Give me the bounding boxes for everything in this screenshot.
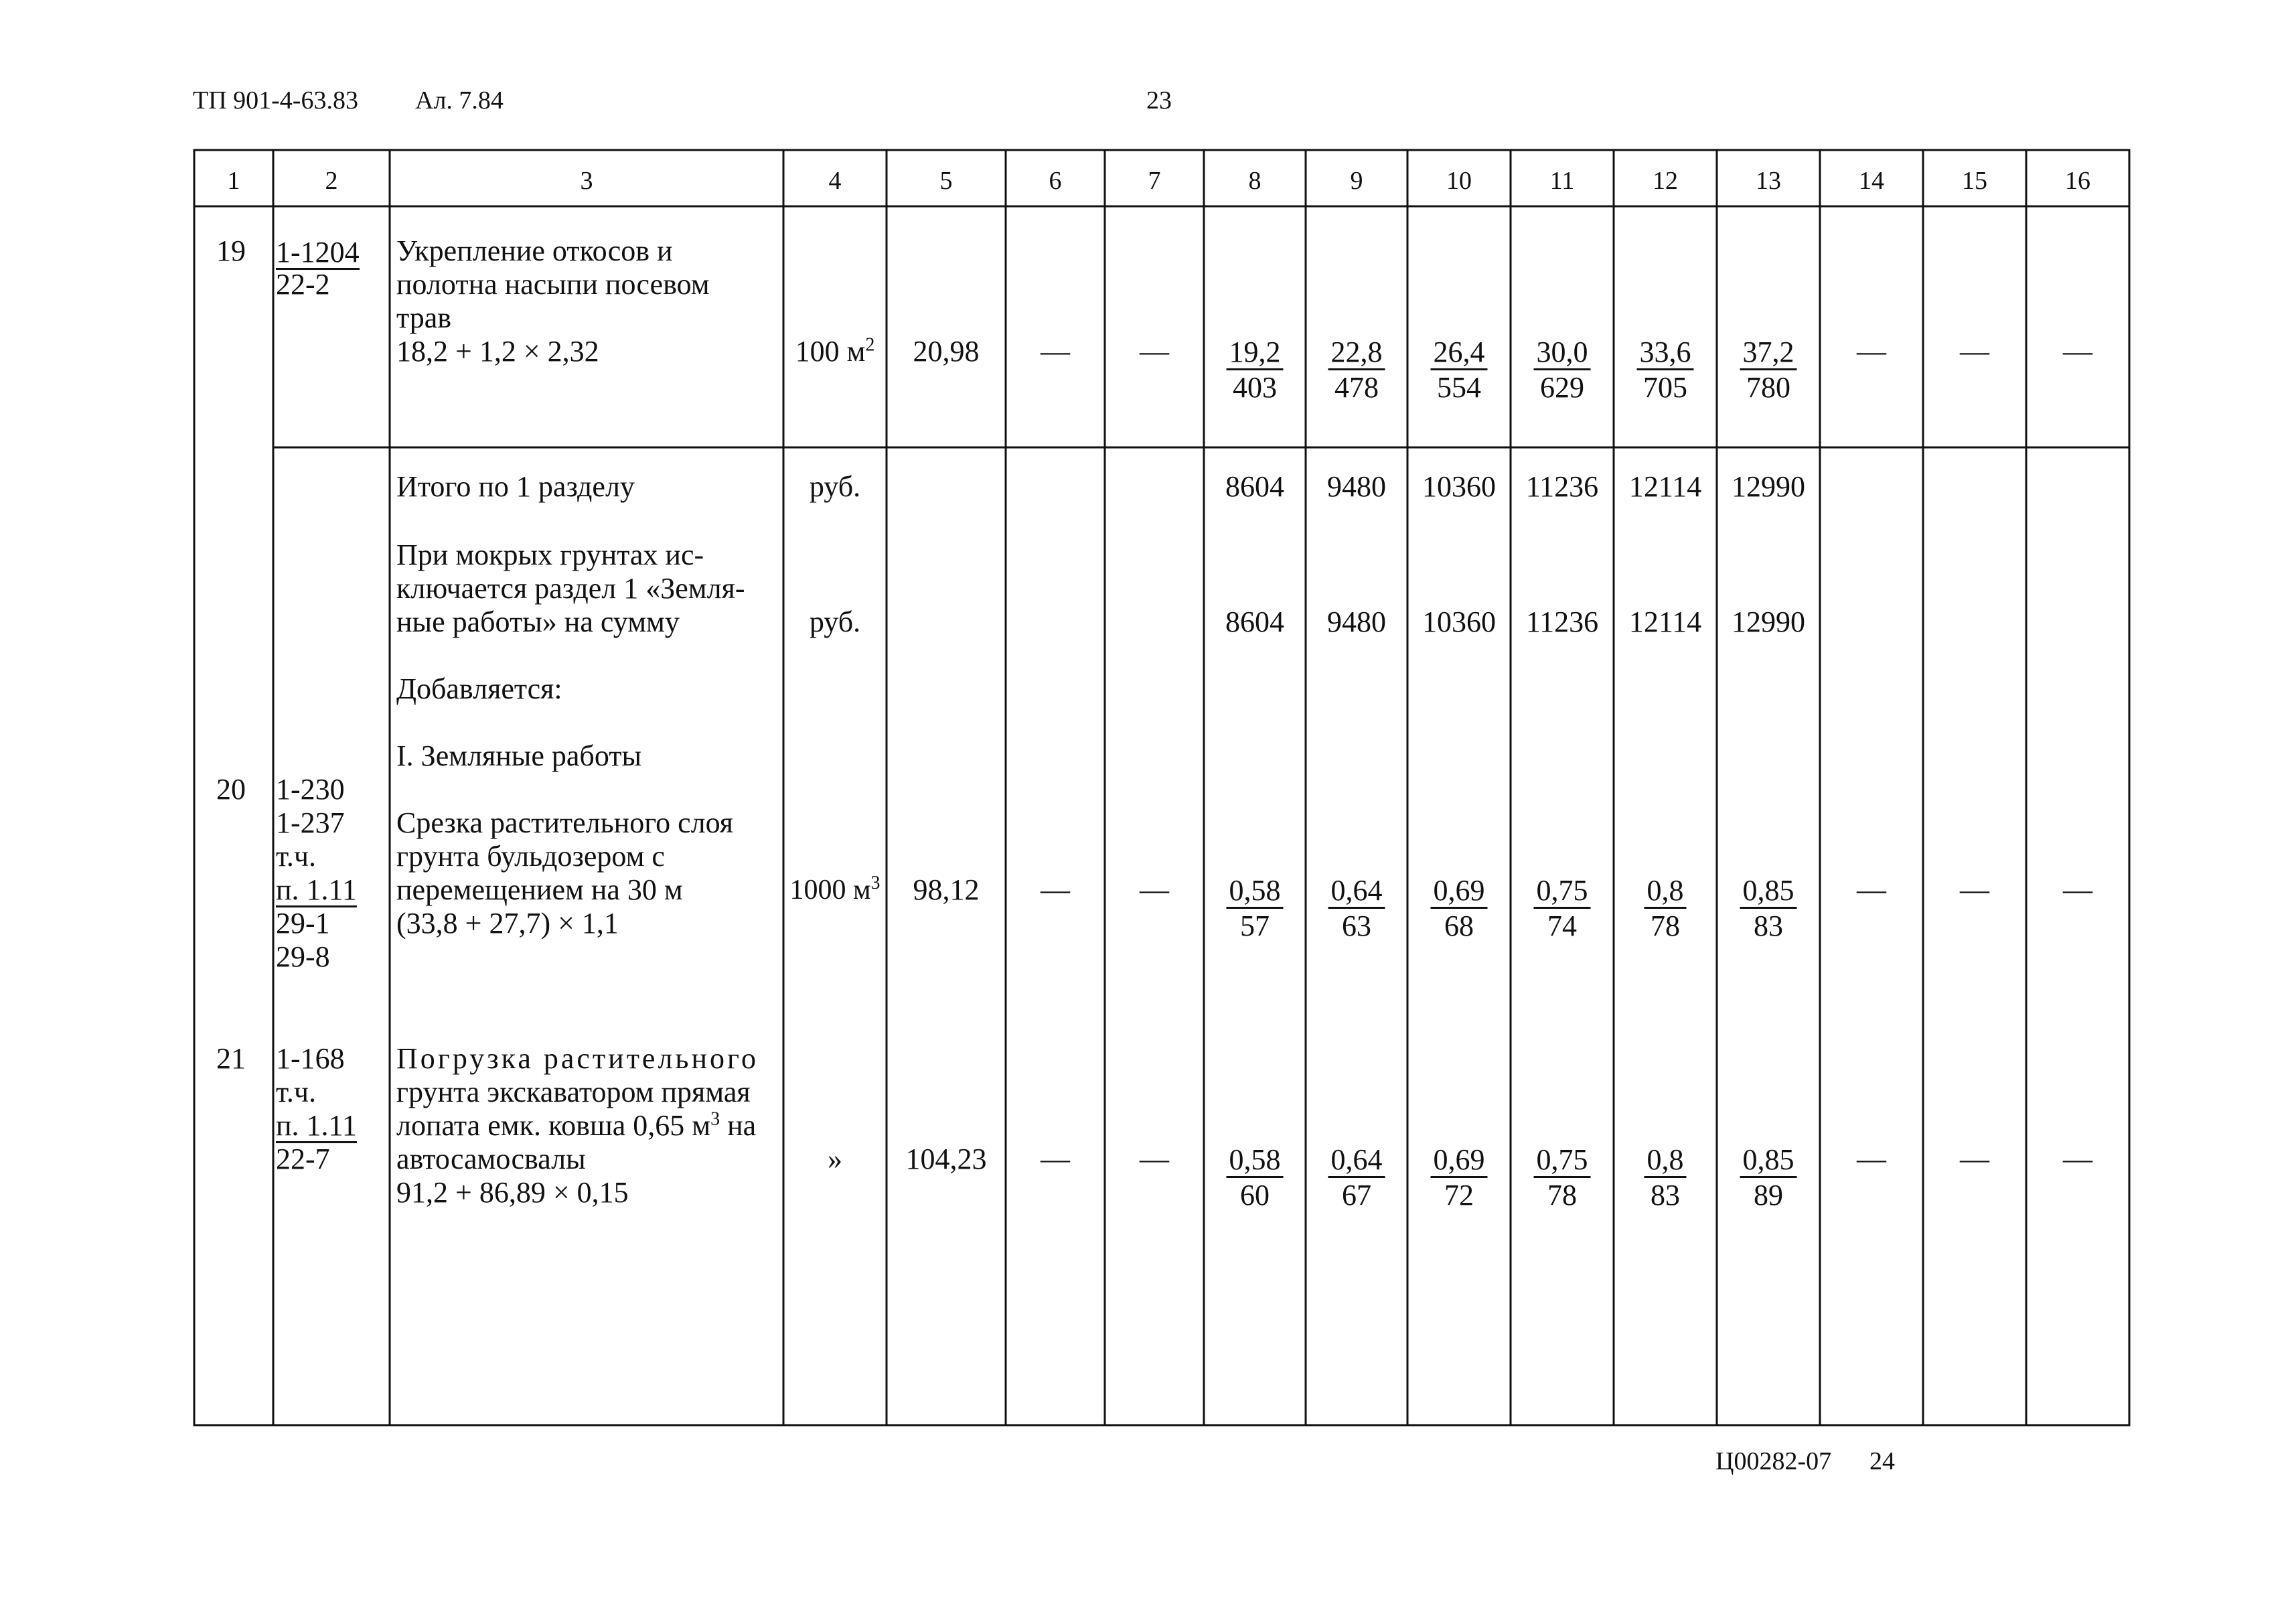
row-number: 20 (216, 773, 246, 806)
column-header: 12 (1653, 167, 1678, 195)
total-value: 11236 (1525, 605, 1599, 638)
fraction-denominator: 74 (1547, 909, 1577, 942)
unit: » (828, 1143, 842, 1175)
norm-code (276, 1109, 357, 1143)
doc-code: ТП 901-4-63.83 (193, 86, 358, 115)
fraction-numerator: 33,6 (1637, 336, 1694, 370)
fraction-denominator: 403 (1233, 371, 1277, 404)
column-header: 5 (939, 167, 953, 195)
note-text: ключается раздел 1 «Земля- (396, 572, 745, 605)
page-number: 23 (1146, 86, 1172, 115)
fraction-cell (1328, 336, 1385, 405)
quantity: 104,23 (905, 1143, 987, 1175)
quantity: 98,12 (913, 873, 980, 906)
fraction-cell (1740, 336, 1797, 405)
column-header: 1 (227, 167, 240, 195)
fraction-denominator: 68 (1444, 909, 1474, 942)
unit-exponent: 3 (870, 873, 881, 893)
fraction-numerator: 0,85 (1740, 875, 1797, 909)
work-description: перемещением на 30 м (396, 873, 683, 906)
dash-cell: — (1041, 1143, 1070, 1175)
column-header: 4 (828, 167, 842, 195)
fraction-cell (1431, 336, 1488, 405)
fraction-numerator: 0,75 (1534, 1144, 1591, 1178)
fraction-numerator: 0,64 (1328, 1144, 1385, 1178)
fraction-denominator: 63 (1342, 909, 1371, 942)
fraction-numerator: 0,58 (1227, 875, 1284, 909)
description-text: лопата емк. ковша 0,65 м (396, 1109, 711, 1142)
dash-cell: — (2063, 1143, 2092, 1175)
fraction-cell (1534, 1144, 1591, 1213)
fraction-numerator: 30,0 (1534, 336, 1591, 370)
work-description: грунта бульдозером с (396, 840, 665, 873)
total-value: 9480 (1327, 470, 1386, 503)
fraction-cell (1644, 875, 1687, 944)
norm-code: т.ч. (276, 1076, 317, 1108)
dash-cell: — (1041, 335, 1070, 368)
unit-text: 1000 м (789, 875, 871, 905)
fraction-denominator: 67 (1342, 1179, 1371, 1212)
fraction-numerator: 0,85 (1740, 1144, 1797, 1178)
norm-code-numerator: п. 1.11 (276, 873, 357, 906)
dash-cell: — (1857, 1143, 1886, 1175)
quantity: 20,98 (913, 335, 980, 368)
fraction-numerator: 0,69 (1431, 1144, 1488, 1178)
fraction-numerator: 0,8 (1644, 875, 1687, 909)
work-description: грунта экскаватором прямая (396, 1076, 751, 1108)
total-value: 8604 (1225, 470, 1284, 503)
unit (789, 873, 880, 907)
work-formula: 18,2 + 1,2 × 2,32 (396, 335, 599, 368)
norm-code: 1-230 (276, 773, 345, 806)
dash-cell: — (2063, 873, 2092, 906)
dash-cell: — (1140, 1143, 1169, 1175)
fraction-denominator: 57 (1240, 909, 1270, 942)
column-header: 8 (1248, 167, 1261, 195)
work-description: полотна насыпи посевом (396, 268, 710, 301)
dash-cell: — (1960, 873, 1989, 906)
unit: руб. (809, 605, 861, 638)
norm-code (276, 236, 360, 270)
fraction-numerator: 0,75 (1534, 875, 1591, 909)
fraction-numerator: 22,8 (1328, 336, 1385, 370)
fraction-numerator: 0,8 (1644, 1144, 1687, 1178)
fraction-cell (1740, 875, 1797, 944)
fraction-cell (1227, 1144, 1284, 1213)
row-number: 19 (216, 234, 246, 267)
work-formula: 91,2 + 86,89 × 0,15 (396, 1176, 629, 1209)
column-header: 9 (1350, 167, 1363, 195)
fraction-cell (1227, 875, 1284, 944)
fraction-cell (1740, 1144, 1797, 1213)
dash-cell: — (1140, 873, 1169, 906)
fraction-denominator: 705 (1643, 371, 1687, 404)
fraction-denominator: 83 (1754, 909, 1783, 942)
fraction-denominator: 554 (1437, 371, 1481, 404)
unit: руб. (809, 470, 861, 503)
dash-cell: — (1857, 873, 1886, 906)
norm-code: 1-237 (276, 806, 345, 839)
norm-code: 1-168 (276, 1042, 345, 1075)
fraction-cell (1227, 336, 1284, 405)
total-value: 12114 (1628, 605, 1702, 638)
fraction-denominator: 60 (1240, 1179, 1270, 1212)
fraction-cell (1534, 336, 1591, 405)
unit-exponent: 2 (865, 334, 875, 356)
total-value: 9480 (1327, 605, 1386, 638)
dash-cell: — (2063, 335, 2092, 368)
fraction-denominator: 78 (1651, 909, 1680, 942)
added-heading: Добавляется: (396, 672, 562, 705)
norm-code-denominator: 22-2 (276, 268, 330, 301)
column-header: 11 (1549, 167, 1575, 195)
fraction-cell (1328, 875, 1385, 944)
total-value: 12990 (1732, 470, 1805, 503)
column-header: 15 (1962, 167, 1987, 195)
total-value: 10360 (1422, 605, 1496, 638)
fraction-cell (1431, 1144, 1488, 1213)
total-value: 8604 (1225, 605, 1284, 638)
fraction-numerator: 0,58 (1227, 1144, 1284, 1178)
work-description: Укрепление откосов и (396, 234, 673, 267)
fraction-cell (1534, 875, 1591, 944)
work-description: Срезка растительного слоя (396, 806, 734, 839)
work-description: автосамосвалы (396, 1143, 586, 1175)
fraction-denominator: 629 (1540, 371, 1584, 404)
work-formula: (33,8 + 27,7) × 1,1 (396, 907, 619, 940)
sheet-number: 24 (1869, 1447, 1895, 1475)
work-description: трав (396, 301, 452, 334)
norm-code: 29-8 (276, 940, 330, 973)
note-text: При мокрых грунтах ис- (396, 538, 704, 571)
column-header: 7 (1148, 167, 1161, 195)
unit-exponent: 3 (710, 1108, 720, 1130)
total-value: 10360 (1422, 470, 1496, 503)
norm-code: т.ч. (276, 840, 317, 873)
dash-cell: — (1140, 335, 1169, 368)
fraction-denominator: 72 (1444, 1179, 1474, 1212)
total-value: 12990 (1732, 605, 1805, 638)
dash-cell: — (1960, 335, 1989, 368)
norm-code (276, 873, 357, 907)
unit (795, 335, 875, 368)
fraction-cell (1328, 1144, 1385, 1213)
unit-text: 100 м (795, 335, 866, 368)
column-header: 16 (2065, 167, 2090, 195)
fraction-denominator: 83 (1651, 1179, 1680, 1212)
note-text: ные работы» на сумму (396, 605, 680, 638)
archive-stamp: Ц00282-07 (1715, 1447, 1832, 1475)
total-value: 11236 (1525, 470, 1599, 503)
fraction-denominator: 78 (1547, 1179, 1577, 1212)
dash-cell: — (1857, 335, 1886, 368)
fraction-denominator: 89 (1754, 1179, 1783, 1212)
dash-cell: — (1041, 873, 1070, 906)
fraction-denominator: 780 (1746, 371, 1790, 404)
fraction-numerator: 0,69 (1431, 875, 1488, 909)
norm-code-denominator: 22-7 (276, 1143, 330, 1175)
fraction-denominator: 478 (1334, 371, 1379, 404)
norm-code-denominator: 29-1 (276, 907, 330, 940)
row-number: 21 (216, 1042, 246, 1075)
column-header: 6 (1049, 167, 1062, 195)
column-header: 13 (1756, 167, 1781, 195)
column-header: 3 (580, 167, 593, 195)
column-header: 2 (325, 167, 338, 195)
total-value: 12114 (1628, 470, 1702, 503)
total-label: Итого по 1 разделу (396, 470, 635, 503)
album-ref: Ал. 7.84 (415, 86, 504, 115)
fraction-numerator: 0,64 (1328, 875, 1385, 909)
work-description (396, 1109, 756, 1143)
fraction-numerator: 26,4 (1431, 336, 1488, 370)
work-description: Погрузка растительного (396, 1042, 759, 1075)
fraction-cell (1637, 336, 1694, 405)
fraction-numerator: 19,2 (1227, 336, 1284, 370)
column-header: 10 (1446, 167, 1472, 195)
fraction-numerator: 37,2 (1740, 336, 1797, 370)
dash-cell: — (1960, 1143, 1989, 1175)
fraction-cell (1644, 1144, 1687, 1213)
norm-code-numerator: 1-1204 (276, 236, 360, 269)
section-heading: I. Земляные работы (396, 739, 642, 772)
norm-code-numerator: п. 1.11 (276, 1109, 357, 1142)
fraction-cell (1431, 875, 1488, 944)
description-text: на (720, 1109, 757, 1142)
column-header: 14 (1859, 167, 1884, 195)
